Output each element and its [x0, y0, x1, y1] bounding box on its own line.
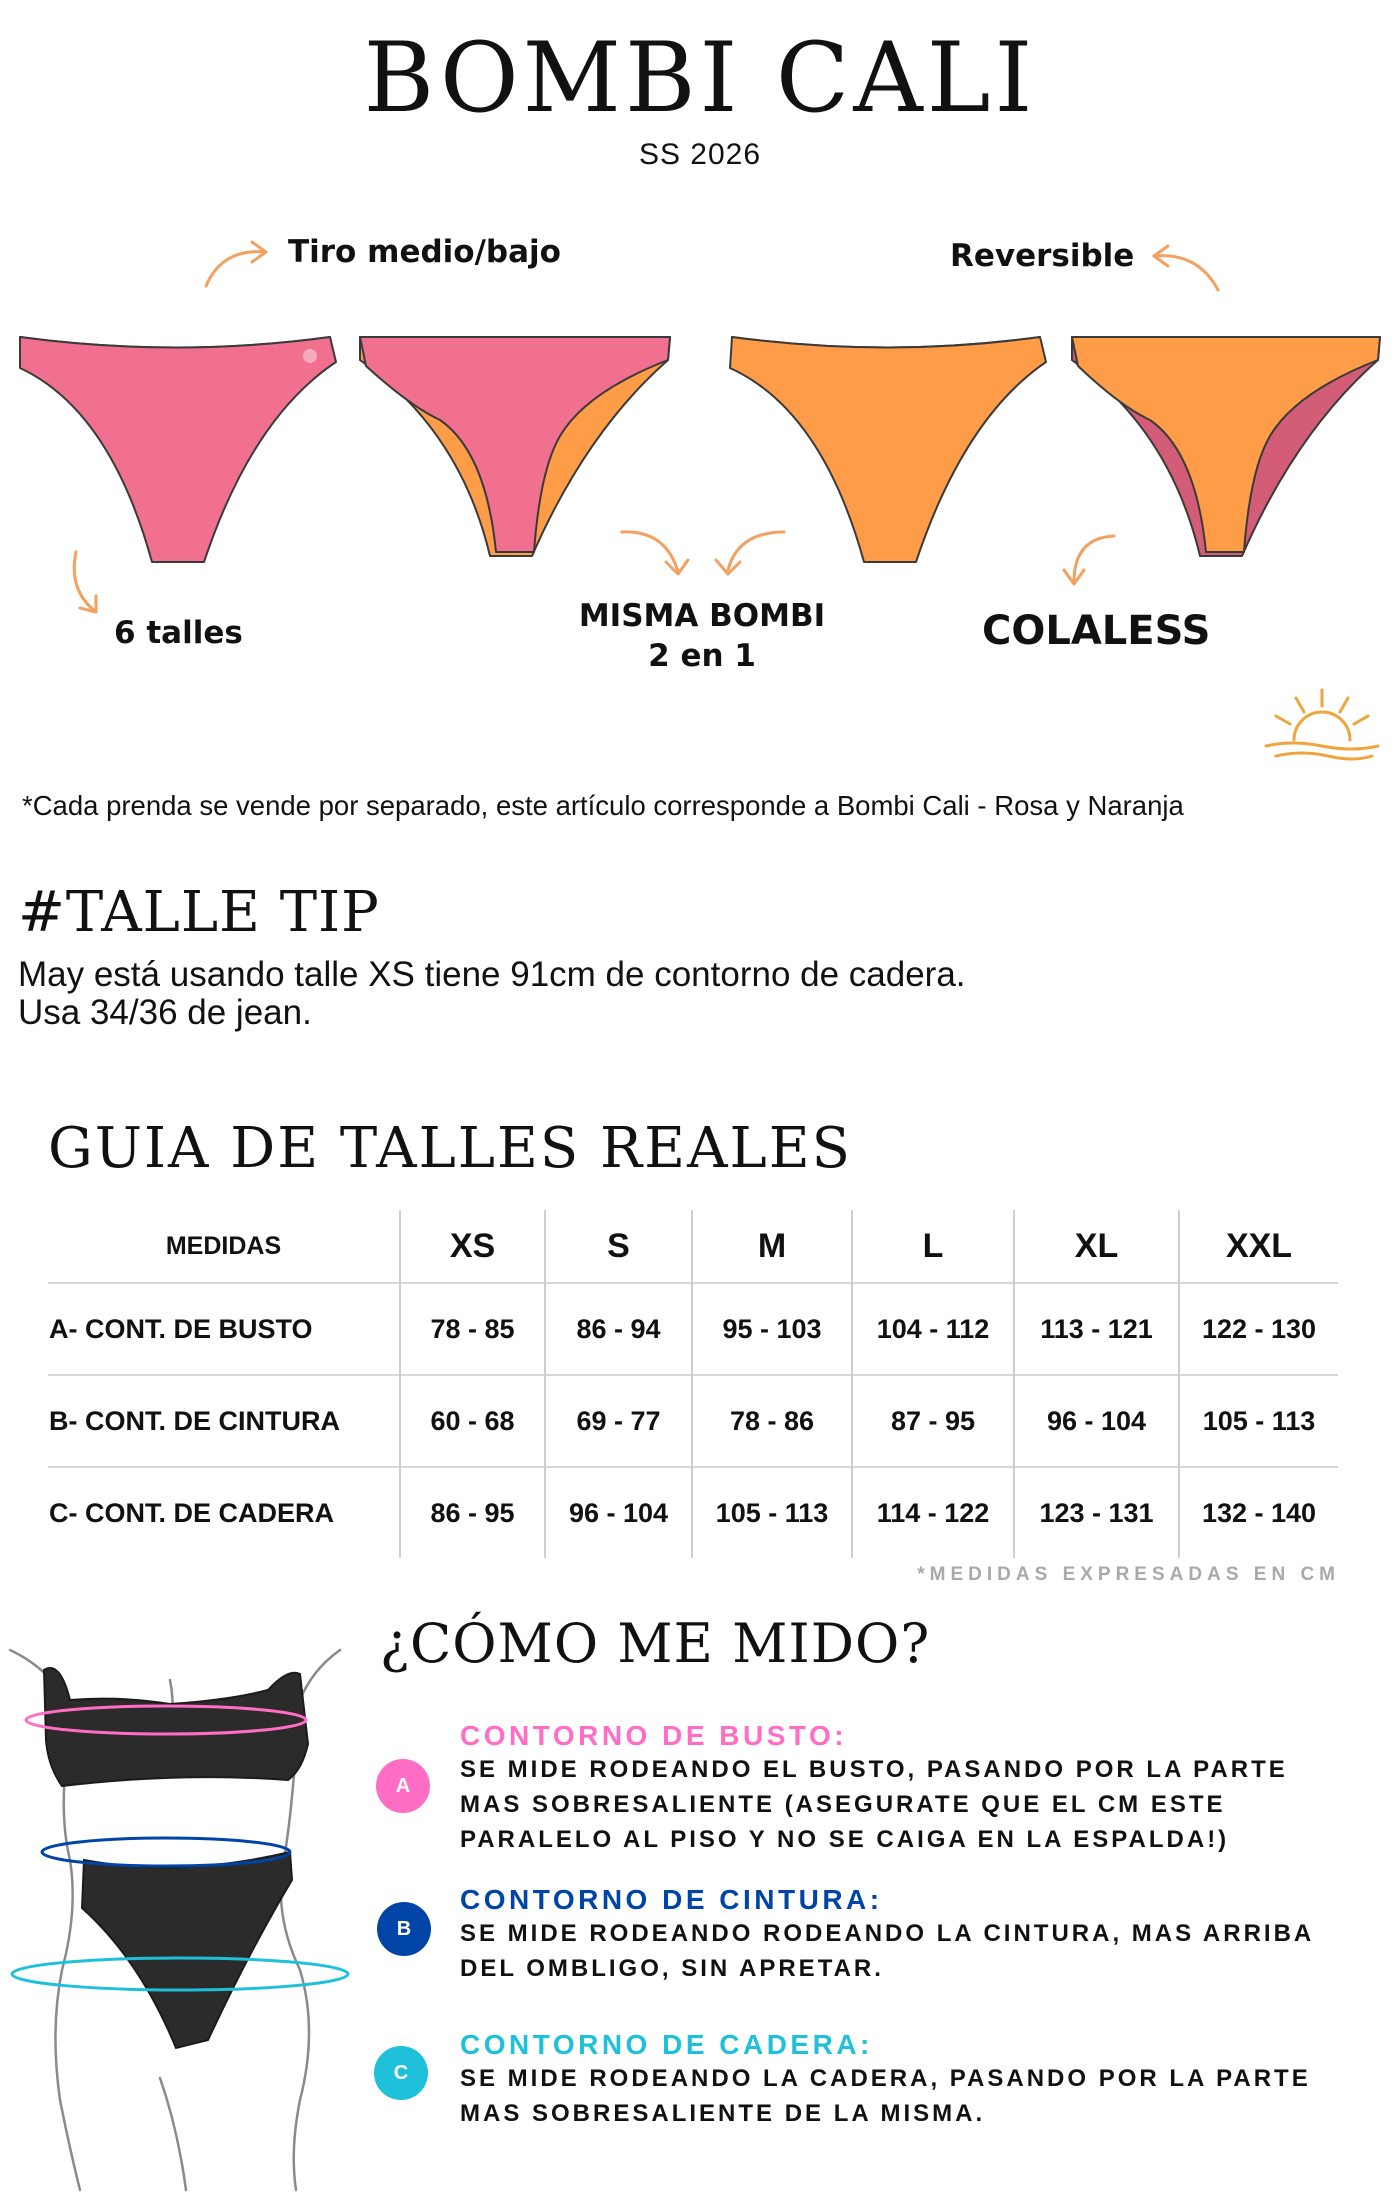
table-header-cell: M — [692, 1210, 852, 1283]
bra-shape — [44, 1668, 308, 1786]
product-note: *Cada prenda se vende por separado, este artículo corresponde a Bombi Cali - Rosa y Naranja — [22, 790, 1184, 821]
measure-waist — [460, 1884, 1314, 1986]
measure-waist-text — [460, 1916, 1314, 1986]
tip-line-1: May está usando talle XS tiene 91cm de contorno de cadera. — [18, 955, 966, 994]
table-cell: 95 - 103 — [692, 1283, 852, 1375]
measure-bust — [460, 1720, 1288, 1857]
table-cell: A- CONT. DE BUSTO — [48, 1283, 400, 1375]
tip-title: #TALLE TIP — [18, 880, 380, 945]
brand-tag-icon — [303, 349, 317, 363]
table-cell: B- CONT. DE CINTURA — [48, 1375, 400, 1467]
brand-title: BOMBI CALI — [363, 22, 1037, 134]
table-cell: 69 - 77 — [545, 1375, 692, 1467]
measure-line: SE MIDE RODEANDO EL BUSTO, PASANDO POR LA PARTE — [460, 1756, 1288, 1783]
table-cell: 105 - 113 — [1179, 1375, 1338, 1467]
size-table — [48, 1210, 1338, 1558]
garment-front-pink — [20, 337, 336, 562]
table-cell: 114 - 122 — [852, 1467, 1014, 1558]
feature-reversible: Reversible — [950, 238, 1135, 274]
measure-line: SE MIDE RODEANDO LA CADERA, PASANDO POR LA PARTE — [460, 2065, 1311, 2092]
table-cell: 122 - 130 — [1179, 1283, 1338, 1375]
badge-a: A — [376, 1759, 430, 1813]
measure-line: MAS SOBRESALIENTE (ASEGURATE QUE EL CM ESTE — [460, 1791, 1226, 1818]
table-cell: 60 - 68 — [400, 1375, 545, 1467]
feature-sizes: 6 talles — [114, 615, 243, 651]
garment-back-orange — [1072, 337, 1380, 556]
measure-bust-text — [460, 1752, 1288, 1857]
measure-waist-title: CONTORNO DE CINTURA: — [460, 1884, 883, 1915]
garments-illustration — [0, 320, 1400, 580]
garment-front-orange — [730, 337, 1046, 562]
garment-back-pink — [360, 337, 670, 556]
measure-hip-title: CONTORNO DE CADERA: — [460, 2029, 873, 2060]
curved-arrow-icon — [206, 242, 266, 286]
table-cell: 96 - 104 — [545, 1467, 692, 1558]
measure-line: DEL OMBLIGO, SIN APRETAR. — [460, 1955, 884, 1982]
measure-hip — [460, 2029, 1311, 2131]
table-header-cell: XS — [400, 1210, 545, 1283]
table-cell: 123 - 131 — [1014, 1467, 1179, 1558]
measure-line: MAS SOBRESALIENTE DE LA MISMA. — [460, 2100, 986, 2127]
badge-c: C — [374, 2046, 428, 2100]
table-row — [48, 1467, 1338, 1558]
feature-same-line2: 2 en 1 — [648, 638, 756, 674]
guide-title: GUIA DE TALLES REALES — [48, 1116, 852, 1181]
table-header-cell: S — [545, 1210, 692, 1283]
table-header-row — [48, 1210, 1338, 1283]
measure-line: SE MIDE RODEANDO RODEANDO LA CINTURA, MAS ARRIBA — [460, 1920, 1315, 1947]
tip-line-2: Usa 34/36 de jean. — [18, 993, 312, 1032]
table-cell: 86 - 95 — [400, 1467, 545, 1558]
table-header-cell: L — [852, 1210, 1014, 1283]
how-title: ¿CÓMO ME MIDO? — [380, 1612, 931, 1675]
table-cell: 104 - 112 — [852, 1283, 1014, 1375]
table-cell: 86 - 94 — [545, 1283, 692, 1375]
bottom-shape — [82, 1852, 292, 2048]
badge-b: B — [377, 1902, 431, 1956]
measure-hip-text — [460, 2061, 1311, 2131]
table-header-cell: MEDIDAS — [165, 1231, 282, 1260]
table-cell: 78 - 86 — [692, 1375, 852, 1467]
table-cell: 87 - 95 — [852, 1375, 1014, 1467]
table-cell: 78 - 85 — [400, 1283, 545, 1375]
feature-colaless: COLALESS — [982, 608, 1211, 654]
table-cell: 132 - 140 — [1179, 1467, 1338, 1558]
measure-line: PARALELO AL PISO Y NO SE CAIGA EN LA ESPALDA!) — [460, 1826, 1230, 1853]
table-cell: 96 - 104 — [1014, 1375, 1179, 1467]
sun-icon — [1262, 686, 1382, 766]
unit-note: *MEDIDAS EXPRESADAS EN CM — [917, 1564, 1340, 1585]
table-cell: 113 - 121 — [1014, 1283, 1179, 1375]
feature-rise: Tiro medio/bajo — [288, 234, 561, 270]
table-row — [48, 1375, 1338, 1467]
waist-ring — [42, 1838, 290, 1866]
curved-arrow-icon — [1154, 246, 1218, 290]
measure-bust-title: CONTORNO DE BUSTO: — [460, 1720, 848, 1751]
table-cell: 105 - 113 — [692, 1467, 852, 1558]
table-cell: C- CONT. DE CADERA — [48, 1467, 400, 1558]
season-label: SS 2026 — [638, 138, 762, 171]
feature-same-line1: MISMA BOMBI — [578, 598, 826, 634]
table-header-cell: XXL — [1179, 1210, 1338, 1283]
body-measure-illustration — [0, 1630, 360, 2200]
tip-text — [18, 956, 966, 1032]
table-header-cell: XL — [1014, 1210, 1179, 1283]
table-row — [48, 1283, 1338, 1375]
